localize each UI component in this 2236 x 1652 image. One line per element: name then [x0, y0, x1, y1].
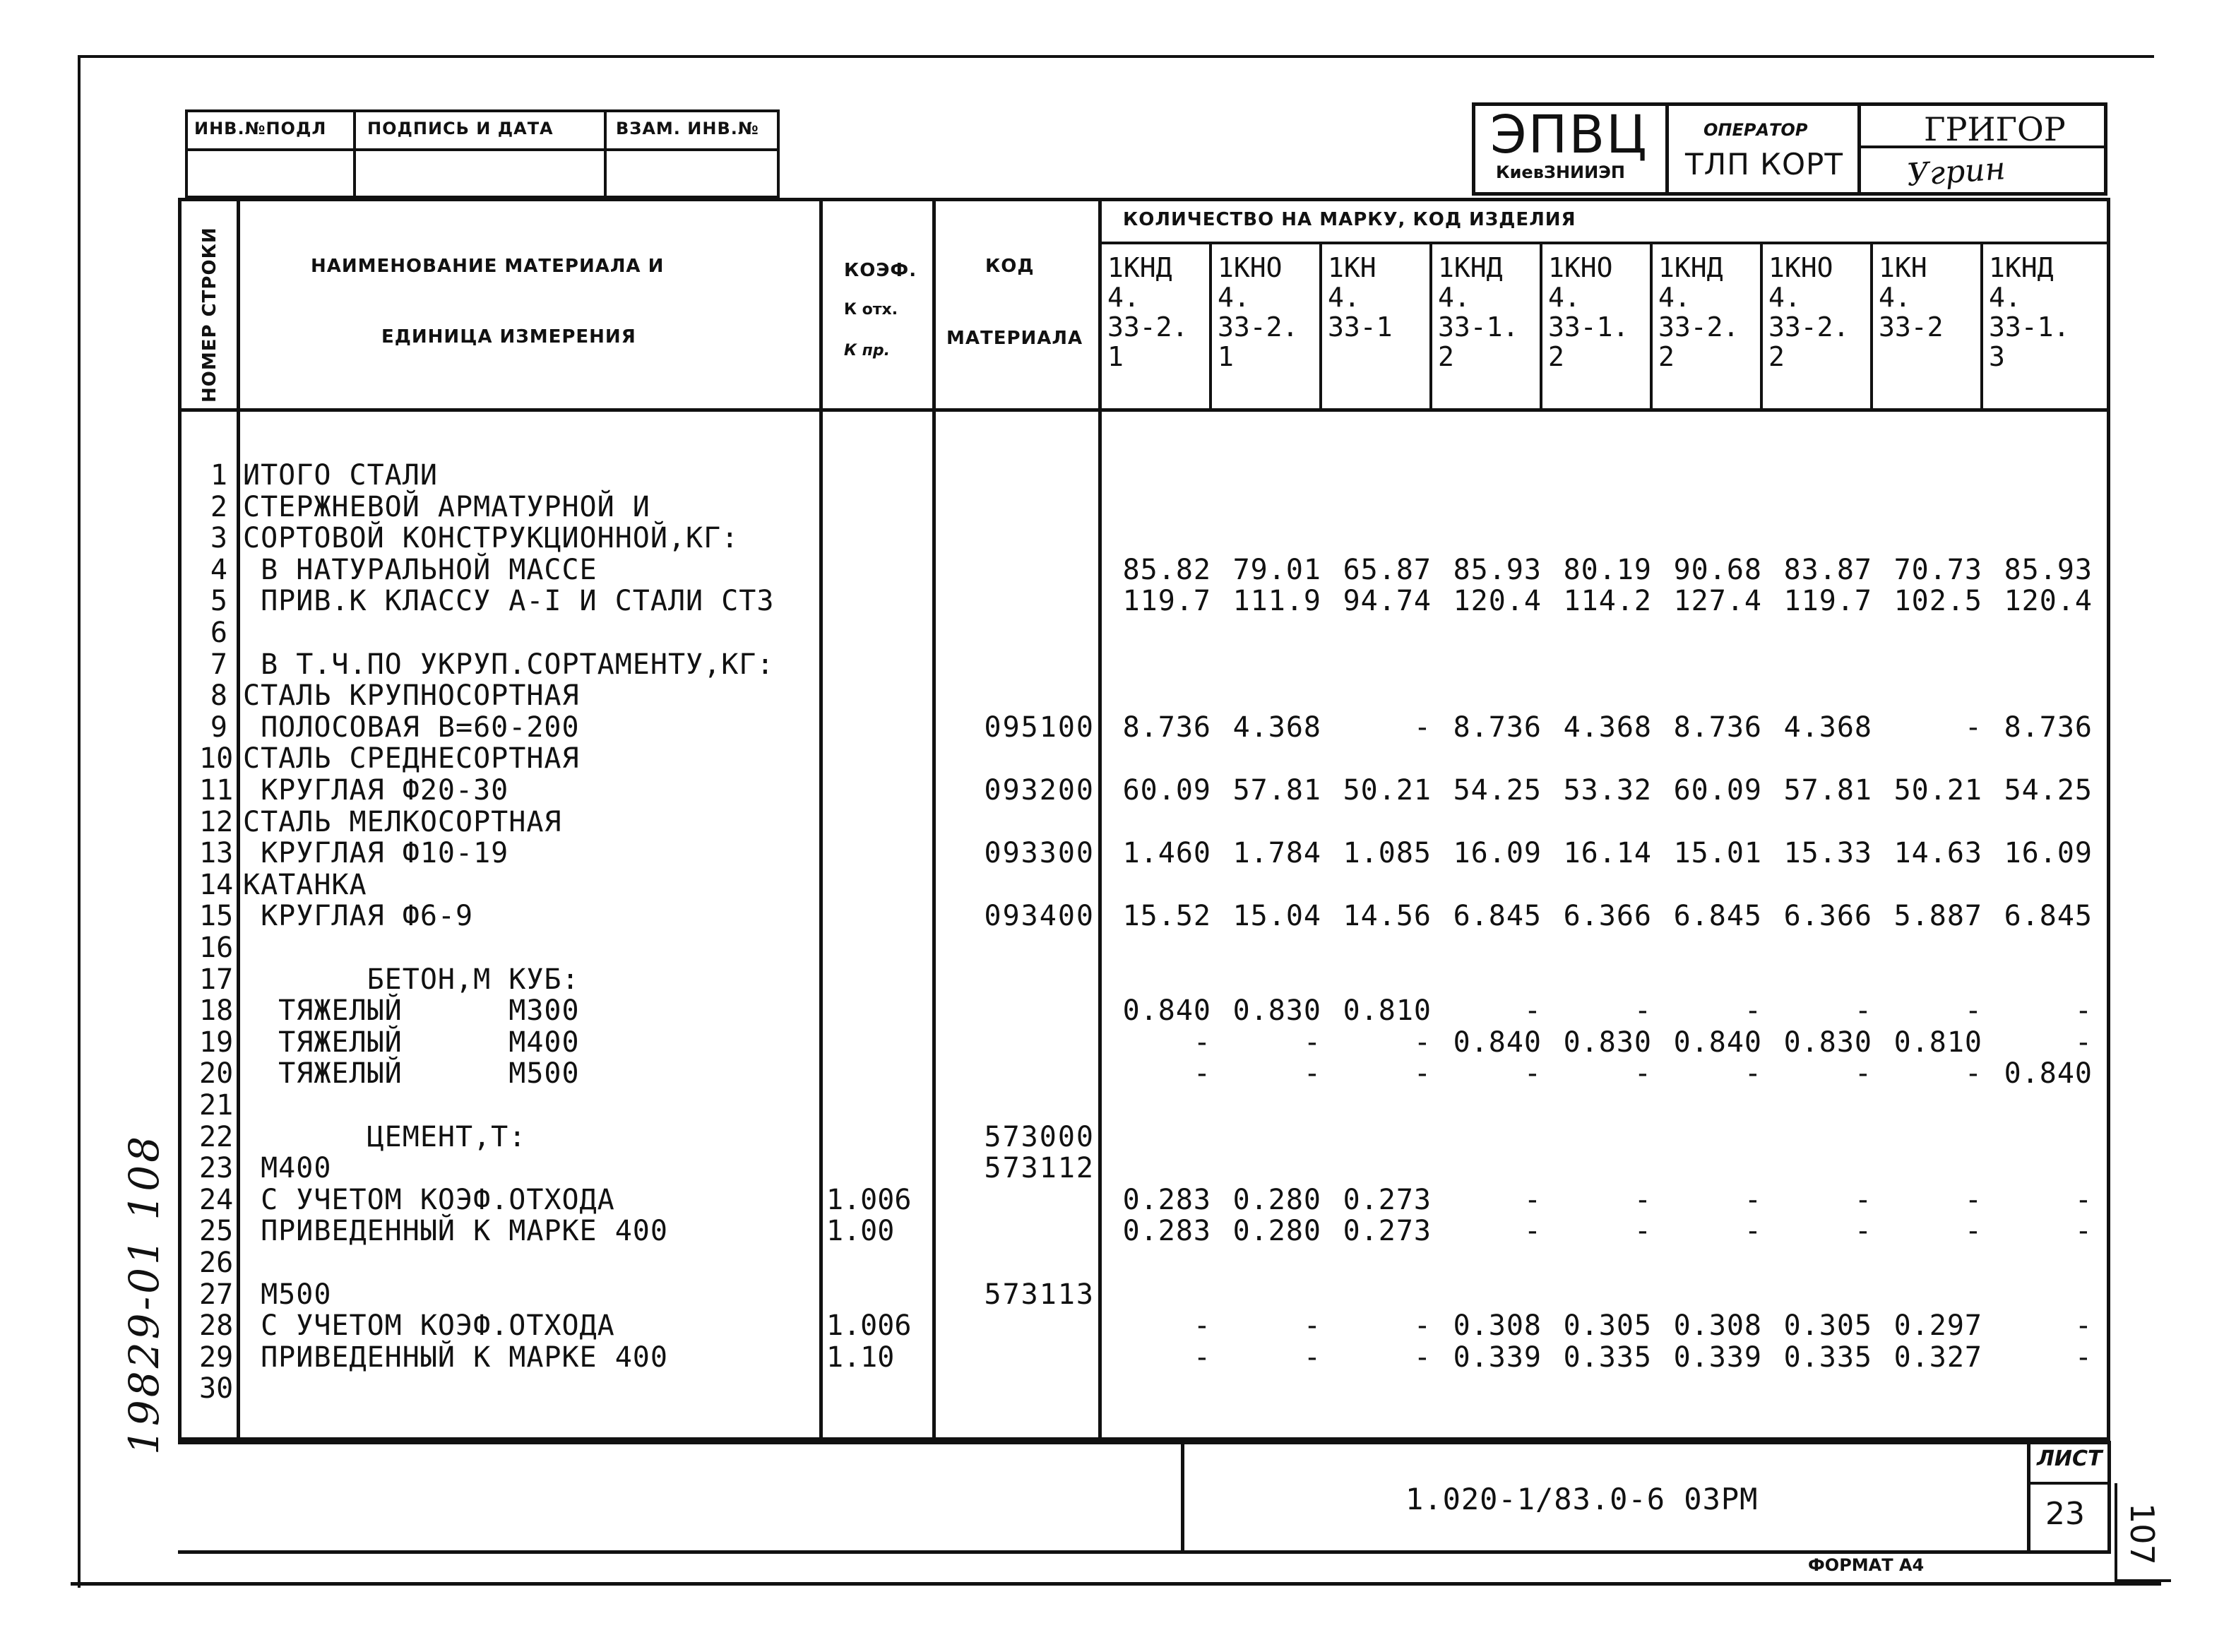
- quantity-cell: 0.327: [1893, 1341, 1982, 1374]
- material-name: КРУГЛАЯ Ф20-30: [243, 774, 509, 807]
- coef-value: 1.006: [826, 1183, 912, 1216]
- quantity-cell: 120.4: [1453, 585, 1542, 618]
- row-number: 12: [199, 805, 234, 838]
- material-name: КАТАНКА: [243, 868, 367, 901]
- quantity-cell: 102.5: [1893, 585, 1982, 618]
- row-number: 28: [199, 1309, 234, 1343]
- quantity-cell: 0.280: [1232, 1215, 1321, 1248]
- quantity-cell: 8.736: [1122, 711, 1211, 744]
- material-name: СТАЛЬ СРЕДНЕСОРТНАЯ: [243, 742, 580, 776]
- quantity-cell: 0.830: [1563, 1026, 1652, 1059]
- quantity-cell: 16.09: [1453, 837, 1542, 870]
- row-number: 10: [199, 742, 234, 776]
- quantity-cell: -: [1744, 1183, 1762, 1216]
- vzam-inv-label: ВЗАМ. ИНВ.№: [616, 119, 759, 138]
- row-number: 15: [199, 900, 234, 933]
- quantity-cell: 0.339: [1673, 1341, 1762, 1374]
- coef-value: 1.10: [826, 1341, 895, 1374]
- quantity-cell: -: [1193, 1026, 1211, 1059]
- row-number: 18: [199, 994, 234, 1028]
- podpis-data-label: ПОДПИСЬ И ДАТА: [367, 119, 554, 138]
- row-number: 22: [199, 1120, 234, 1153]
- quantity-cell: -: [1634, 994, 1652, 1028]
- quantity-cell: 80.19: [1563, 553, 1652, 586]
- coef-header-3: К пр.: [844, 342, 890, 359]
- row-number: 6: [210, 617, 227, 649]
- row-number: 30: [199, 1372, 234, 1406]
- quantity-cell: 0.840: [1453, 1026, 1542, 1059]
- quantity-cell: -: [1744, 1057, 1762, 1091]
- format-label: ФОРМАТ А4: [1808, 1555, 1925, 1575]
- row-number: 13: [199, 837, 234, 870]
- quantity-cell: -: [2074, 1215, 2093, 1248]
- operator-name: ГРИГОР: [1924, 110, 2066, 148]
- quantity-cell: 1.085: [1343, 837, 1432, 870]
- quantity-cell: 0.830: [1232, 994, 1321, 1028]
- row-number: 4: [210, 553, 227, 586]
- quantity-header: КОЛИЧЕСТВО НА МАРКУ, КОД ИЗДЕЛИЯ: [1123, 209, 1576, 230]
- material-name: ЦЕМЕНТ,Т:: [243, 1120, 527, 1153]
- quantity-cell: -: [1964, 711, 1982, 744]
- material-name: КРУГЛАЯ Ф6-9: [243, 900, 474, 933]
- material-code: 573112: [984, 1152, 1095, 1185]
- quantity-cell: 8.736: [1673, 711, 1762, 744]
- quantity-cell: 1.784: [1232, 837, 1321, 870]
- quantity-cell: -: [1634, 1057, 1652, 1091]
- quantity-cell: -: [1413, 1341, 1432, 1374]
- quantity-cell: 65.87: [1343, 553, 1432, 586]
- quantity-cell: 83.87: [1783, 553, 1872, 586]
- quantity-cell: 53.32: [1563, 774, 1652, 807]
- quantity-cell: -: [1193, 1341, 1211, 1374]
- material-name: С УЧЕТОМ КОЭФ.ОТХОДА: [243, 1309, 615, 1343]
- quantity-cell: 0.840: [2004, 1057, 2093, 1091]
- quantity-cell: 15.01: [1673, 837, 1762, 870]
- quantity-cell: -: [1964, 994, 1982, 1028]
- material-name: СОРТОВОЙ КОНСТРУКЦИОННОЙ,КГ:: [243, 522, 739, 555]
- quantity-cell: 114.2: [1563, 585, 1652, 618]
- quantity-cell: 16.09: [2004, 837, 2093, 870]
- material-name: М500: [243, 1278, 332, 1311]
- code-header-2: МАТЕРИАЛА: [946, 328, 1083, 349]
- material-name: ТЯЖЕЛЫЙ М300: [243, 994, 580, 1028]
- row-number: 17: [199, 963, 234, 996]
- quantity-cell: 0.840: [1673, 1026, 1762, 1059]
- quantity-cell: 8.736: [1453, 711, 1542, 744]
- quantity-cell: 0.335: [1563, 1341, 1652, 1374]
- coef-value: 1.006: [826, 1309, 912, 1343]
- row-number: 25: [199, 1215, 234, 1248]
- coef-value: 1.00: [826, 1215, 895, 1248]
- quantity-cell: -: [1303, 1309, 1321, 1343]
- org-name: ЭПВЦ: [1490, 105, 1648, 165]
- material-name: БЕТОН,М КУБ:: [243, 963, 580, 996]
- side-number: 107: [2123, 1503, 2161, 1565]
- quantity-cell: 6.366: [1563, 900, 1652, 933]
- row-number: 16: [199, 932, 234, 964]
- row-number: 11: [199, 774, 234, 807]
- quantity-cell: -: [1413, 1057, 1432, 1091]
- product-col-4: 1КНД 4. 33-1. 2: [1438, 252, 1519, 372]
- row-number: 20: [199, 1057, 234, 1091]
- quantity-cell: 0.308: [1673, 1309, 1762, 1343]
- quantity-cell: -: [2074, 1309, 2093, 1343]
- quantity-cell: 0.283: [1122, 1183, 1211, 1216]
- code-header-1: КОД: [985, 256, 1035, 277]
- quantity-cell: 4.368: [1783, 711, 1872, 744]
- quantity-cell: 0.283: [1122, 1215, 1211, 1248]
- quantity-cell: -: [2074, 1341, 2093, 1374]
- quantity-cell: 15.04: [1232, 900, 1321, 933]
- quantity-cell: 85.82: [1122, 553, 1211, 586]
- quantity-cell: -: [1303, 1341, 1321, 1374]
- quantity-cell: -: [1854, 994, 1872, 1028]
- quantity-cell: -: [1634, 1183, 1652, 1216]
- operator-value: ТЛП КОРТ: [1685, 147, 1844, 182]
- row-number: 19: [199, 1026, 234, 1059]
- material-name: М400: [243, 1152, 332, 1185]
- row-number: 27: [199, 1278, 234, 1311]
- quantity-cell: 1.460: [1122, 837, 1211, 870]
- material-code: 093400: [984, 900, 1095, 933]
- material-code: 573113: [984, 1278, 1095, 1311]
- quantity-cell: 6.845: [1673, 900, 1762, 933]
- quantity-cell: 0.305: [1783, 1309, 1872, 1343]
- quantity-cell: -: [1193, 1057, 1211, 1091]
- sheet-number: 23: [2045, 1496, 2085, 1532]
- quantity-cell: 0.810: [1343, 994, 1432, 1028]
- quantity-cell: 85.93: [2004, 553, 2093, 586]
- quantity-cell: -: [1964, 1215, 1982, 1248]
- quantity-cell: -: [1413, 711, 1432, 744]
- quantity-cell: 0.297: [1893, 1309, 1982, 1343]
- quantity-cell: 119.7: [1122, 585, 1211, 618]
- quantity-cell: -: [1523, 994, 1542, 1028]
- row-number: 24: [199, 1183, 234, 1216]
- row-number: 21: [199, 1089, 234, 1122]
- quantity-cell: 16.14: [1563, 837, 1652, 870]
- product-col-5: 1КНО 4. 33-1. 2: [1548, 252, 1629, 372]
- quantity-cell: 0.335: [1783, 1341, 1872, 1374]
- row-number: 23: [199, 1152, 234, 1185]
- material-name: СТЕРЖНЕВОЙ АРМАТУРНОЙ И: [243, 490, 650, 523]
- quantity-cell: -: [1413, 1309, 1432, 1343]
- material-name: ТЯЖЕЛЫЙ М400: [243, 1026, 580, 1059]
- quantity-cell: -: [1303, 1026, 1321, 1059]
- quantity-cell: 0.339: [1453, 1341, 1542, 1374]
- left-margin-note: 19829-01 108: [120, 1133, 168, 1455]
- quantity-cell: 79.01: [1232, 553, 1321, 586]
- quantity-cell: 0.840: [1122, 994, 1211, 1028]
- material-code: 095100: [984, 711, 1095, 744]
- quantity-cell: 60.09: [1673, 774, 1762, 807]
- material-header-1: НАИМЕНОВАНИЕ МАТЕРИАЛА И: [311, 256, 665, 277]
- quantity-cell: 50.21: [1343, 774, 1432, 807]
- material-name: ПРИВЕДЕННЫЙ К МАРКЕ 400: [243, 1215, 668, 1248]
- quantity-cell: 50.21: [1893, 774, 1982, 807]
- material-name: КРУГЛАЯ Ф10-19: [243, 837, 509, 870]
- material-header-2: ЕДИНИЦА ИЗМЕРЕНИЯ: [381, 326, 636, 347]
- frame-bottom-line: [71, 1582, 2161, 1586]
- quantity-cell: 120.4: [2004, 585, 2093, 618]
- quantity-cell: 14.63: [1893, 837, 1982, 870]
- quantity-cell: 0.273: [1343, 1183, 1432, 1216]
- quantity-cell: 15.33: [1783, 837, 1872, 870]
- quantity-cell: -: [1964, 1057, 1982, 1091]
- inv-podl-label: ИНВ.№ПОДЛ: [194, 119, 327, 138]
- quantity-cell: 14.56: [1343, 900, 1432, 933]
- row-number: 29: [199, 1341, 234, 1374]
- quantity-cell: 15.52: [1122, 900, 1211, 933]
- material-name: СТАЛЬ МЕЛКОСОРТНАЯ: [243, 805, 562, 838]
- material-name: ИТОГО СТАЛИ: [243, 459, 438, 492]
- material-code: 093300: [984, 837, 1095, 870]
- row-number: 9: [210, 711, 227, 744]
- coef-header-1: КОЭФ.: [844, 260, 917, 281]
- product-col-6: 1КНД 4. 33-2. 2: [1658, 252, 1740, 372]
- quantity-cell: 0.305: [1563, 1309, 1652, 1343]
- quantity-cell: 8.736: [2004, 711, 2093, 744]
- product-col-9: 1КНД 4. 33-1. 3: [1989, 252, 2070, 372]
- org-sub: КиевЗНИИЭП: [1496, 162, 1625, 182]
- frame-top-line: [78, 55, 2154, 58]
- row-number: 5: [210, 585, 227, 618]
- material-name: СТАЛЬ КРУПНОСОРТНАЯ: [243, 679, 580, 713]
- row-number: 3: [210, 522, 227, 555]
- product-col-8: 1КН 4. 33-2: [1879, 252, 1944, 343]
- quantity-cell: 57.81: [1783, 774, 1872, 807]
- quantity-cell: -: [1854, 1215, 1872, 1248]
- quantity-cell: -: [1413, 1026, 1432, 1059]
- quantity-cell: -: [1523, 1183, 1542, 1216]
- material-name: В НАТУРАЛЬНОЙ МАССЕ: [243, 553, 597, 586]
- quantity-cell: -: [1964, 1183, 1982, 1216]
- quantity-cell: 119.7: [1783, 585, 1872, 618]
- quantity-cell: 0.830: [1783, 1026, 1872, 1059]
- row-number: 26: [199, 1247, 234, 1279]
- row-number-header: НОМЕР СТРОКИ: [199, 227, 220, 403]
- quantity-cell: -: [1634, 1215, 1652, 1248]
- quantity-cell: -: [1854, 1057, 1872, 1091]
- quantity-cell: 0.280: [1232, 1183, 1321, 1216]
- quantity-cell: -: [1193, 1309, 1211, 1343]
- material-name: ПРИВЕДЕННЫЙ К МАРКЕ 400: [243, 1341, 668, 1374]
- quantity-cell: 60.09: [1122, 774, 1211, 807]
- quantity-cell: 127.4: [1673, 585, 1762, 618]
- material-code: 093200: [984, 774, 1095, 807]
- quantity-cell: 4.368: [1232, 711, 1321, 744]
- quantity-cell: 4.368: [1563, 711, 1652, 744]
- material-name: ТЯЖЕЛЫЙ М500: [243, 1057, 580, 1091]
- doc-code: 1.020-1/83.0-6 03РМ: [1405, 1482, 1759, 1516]
- quantity-cell: 111.9: [1232, 585, 1321, 618]
- quantity-cell: 94.74: [1343, 585, 1432, 618]
- quantity-cell: -: [1523, 1057, 1542, 1091]
- quantity-cell: -: [2074, 994, 2093, 1028]
- material-name: В Т.Ч.ПО УКРУП.СОРТАМЕНТУ,КГ:: [243, 648, 775, 681]
- quantity-cell: 0.810: [1893, 1026, 1982, 1059]
- material-name: ПОЛОСОВАЯ В=60-200: [243, 711, 580, 744]
- quantity-cell: 0.273: [1343, 1215, 1432, 1248]
- material-name: С УЧЕТОМ КОЭФ.ОТХОДА: [243, 1183, 615, 1216]
- quantity-cell: -: [1744, 994, 1762, 1028]
- quantity-cell: -: [1303, 1057, 1321, 1091]
- quantity-cell: 54.25: [1453, 774, 1542, 807]
- row-number: 1: [210, 459, 227, 492]
- quantity-cell: 6.845: [1453, 900, 1542, 933]
- quantity-cell: -: [1744, 1215, 1762, 1248]
- quantity-cell: -: [2074, 1183, 2093, 1216]
- quantity-cell: 57.81: [1232, 774, 1321, 807]
- quantity-cell: 6.845: [2004, 900, 2093, 933]
- row-number: 14: [199, 868, 234, 901]
- quantity-cell: 85.93: [1453, 553, 1542, 586]
- quantity-cell: -: [1854, 1183, 1872, 1216]
- product-col-3: 1КН 4. 33-1: [1328, 252, 1393, 343]
- signature: Угрин: [1905, 150, 2007, 194]
- row-number: 8: [210, 679, 227, 713]
- product-col-2: 1КНО 4. 33-2. 1: [1218, 252, 1299, 372]
- quantity-cell: 0.308: [1453, 1309, 1542, 1343]
- row-number: 2: [210, 490, 227, 523]
- quantity-cell: 70.73: [1893, 553, 1982, 586]
- quantity-cell: 5.887: [1893, 900, 1982, 933]
- quantity-cell: -: [2074, 1026, 2093, 1059]
- product-col-7: 1КНО 4. 33-2. 2: [1768, 252, 1850, 372]
- product-col-1: 1КНД 4. 33-2. 1: [1107, 252, 1189, 372]
- row-number: 7: [210, 648, 227, 681]
- sheet-label: ЛИСТ: [2037, 1446, 2103, 1471]
- quantity-cell: 54.25: [2004, 774, 2093, 807]
- coef-header-2: К отх.: [844, 301, 898, 319]
- quantity-cell: -: [1523, 1215, 1542, 1248]
- material-code: 573000: [984, 1120, 1095, 1153]
- operator-label: ОПЕРАТОР: [1703, 120, 1808, 140]
- quantity-cell: 90.68: [1673, 553, 1762, 586]
- material-name: ПРИВ.К КЛАССУ А-I И СТАЛИ СТЗ: [243, 585, 775, 618]
- quantity-cell: 6.366: [1783, 900, 1872, 933]
- frame-left-line: [78, 55, 81, 1588]
